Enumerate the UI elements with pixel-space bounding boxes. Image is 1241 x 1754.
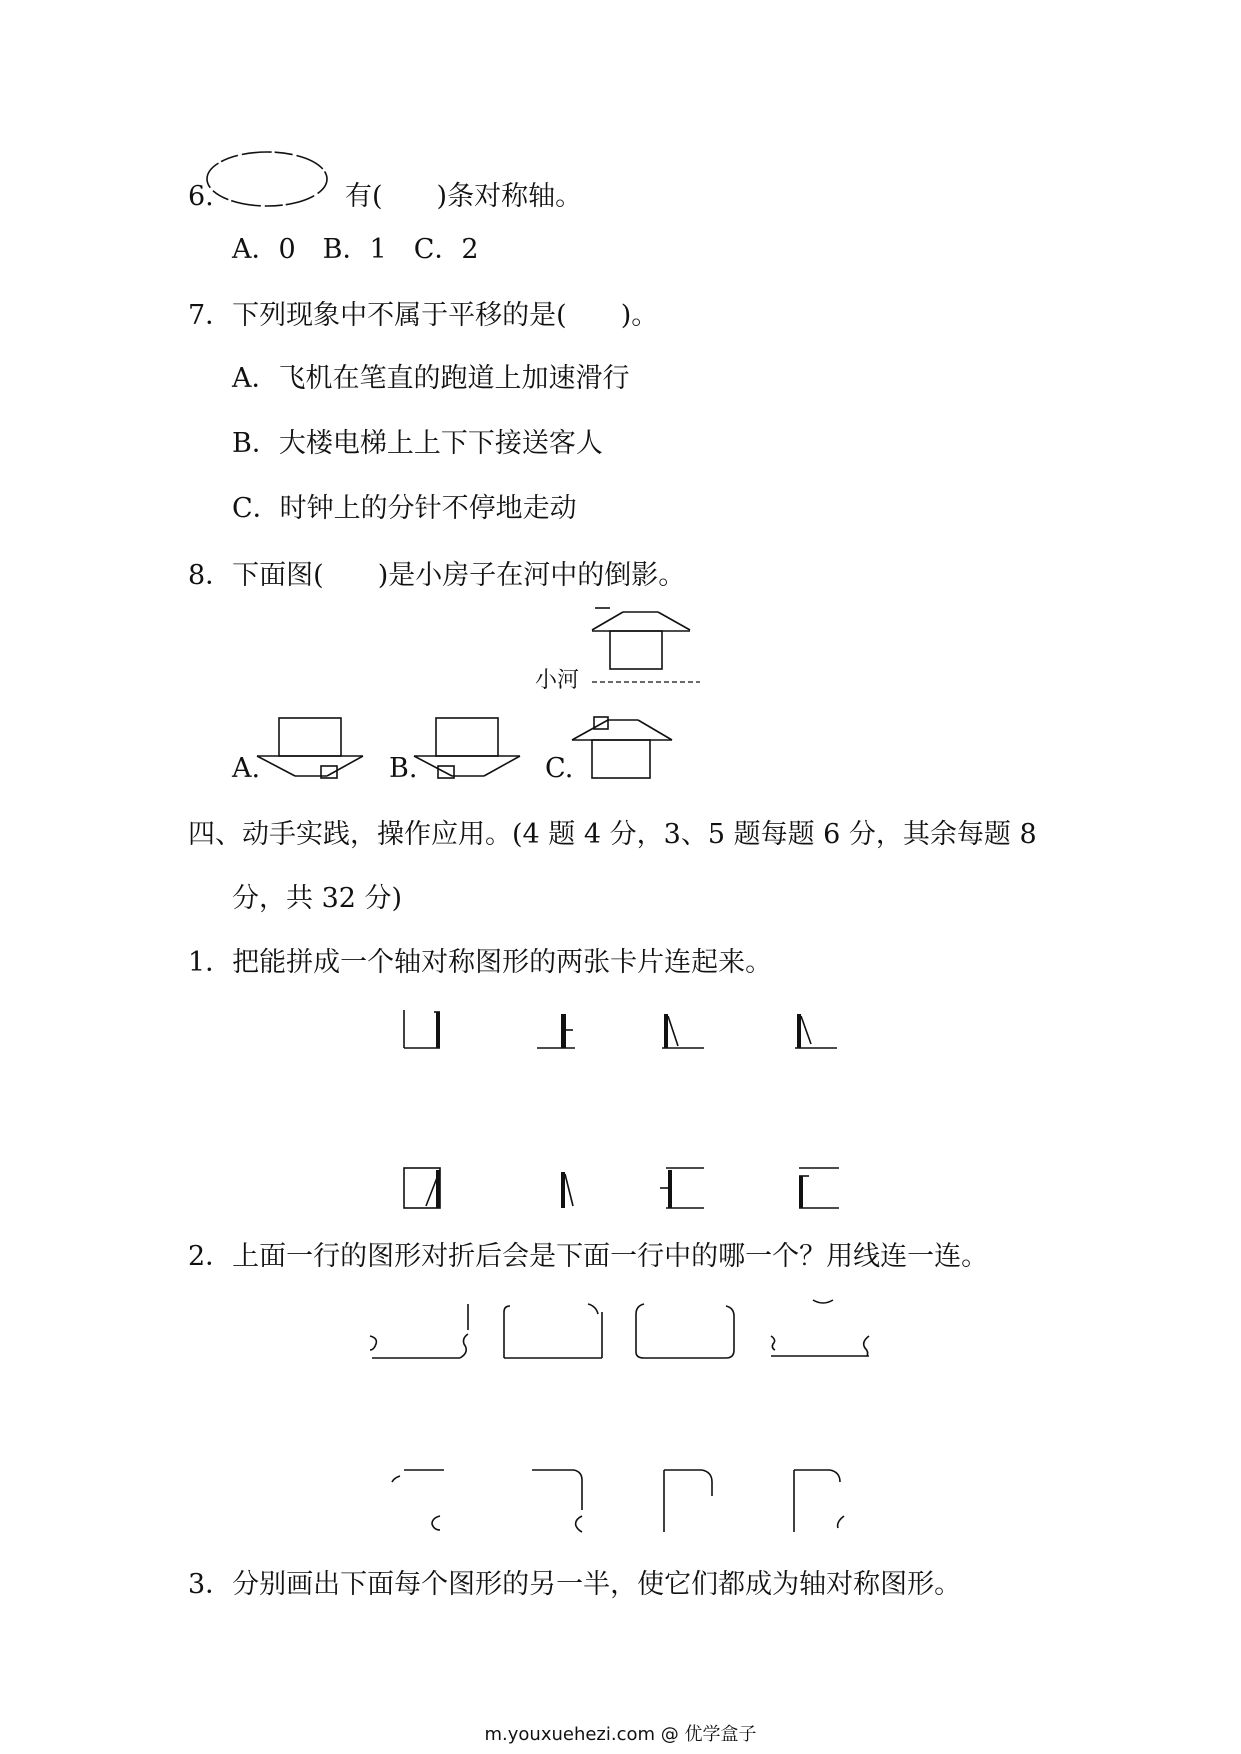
- card-bottom-2: [555, 1166, 585, 1210]
- p3-text: 3．分别画出下面每个图形的另一半，使它们都成为轴对称图形。: [188, 1569, 962, 1600]
- q7-option-b: B．大楼电梯上上下下接送客人: [232, 428, 603, 459]
- card-top-3: [660, 1008, 705, 1050]
- section4-title-line1: 四、动手实践，操作应用。(4 题 4 分，3、5 题每题 6 分，其余每题 8: [188, 819, 1037, 850]
- fold-shape-bottom-3: [660, 1466, 720, 1534]
- option-a-house: [255, 718, 365, 784]
- option-b-house: [412, 718, 522, 784]
- fold-shape-bottom-4: [790, 1466, 850, 1534]
- card-bottom-4: [795, 1166, 841, 1210]
- q8-label-b: B.: [389, 753, 418, 784]
- q8-text: 8．下面图( )是小房子在河中的倒影。: [188, 560, 686, 591]
- option-c-house: [570, 716, 676, 784]
- q8-label-c: C.: [545, 753, 574, 784]
- river-label: 小河: [535, 668, 580, 693]
- card-bottom-3: [660, 1166, 706, 1210]
- q7-option-a: A．飞机在笔直的跑道上加速滑行: [232, 363, 630, 394]
- card-top-2: [535, 1008, 575, 1050]
- fold-shape-top-1: [368, 1300, 472, 1364]
- fold-shape-top-2: [498, 1300, 608, 1364]
- card-top-1: [402, 1008, 442, 1050]
- fold-shape-bottom-2: [528, 1466, 588, 1534]
- fold-shape-bottom-1: [388, 1466, 448, 1534]
- card-top-4: [793, 1008, 838, 1050]
- house-figure: [580, 600, 700, 690]
- q6-options: A．0 B．1 C．2: [232, 234, 479, 265]
- q7-text: 7．下列现象中不属于平移的是( )。: [188, 300, 659, 331]
- ellipse-figure: [205, 148, 330, 210]
- fold-shape-top-3: [630, 1300, 742, 1364]
- p2-text: 2．上面一行的图形对折后会是下面一行中的哪一个？用线连一连。: [188, 1241, 989, 1272]
- section4-title-line2: 分，共 32 分): [232, 883, 403, 914]
- footer-watermark: m.youxuehezi.com @ 优学盒子: [484, 1724, 757, 1745]
- q7-option-c: C．时钟上的分针不停地走动: [232, 493, 577, 524]
- q6-text: 有( )条对称轴。: [345, 181, 583, 212]
- p1-text: 1．把能拼成一个轴对称图形的两张卡片连起来。: [188, 947, 773, 978]
- fold-shape-top-4: [765, 1296, 875, 1362]
- q8-label-a: A.: [232, 753, 261, 784]
- q6-number: 6.: [188, 181, 214, 212]
- card-bottom-1: [402, 1166, 444, 1210]
